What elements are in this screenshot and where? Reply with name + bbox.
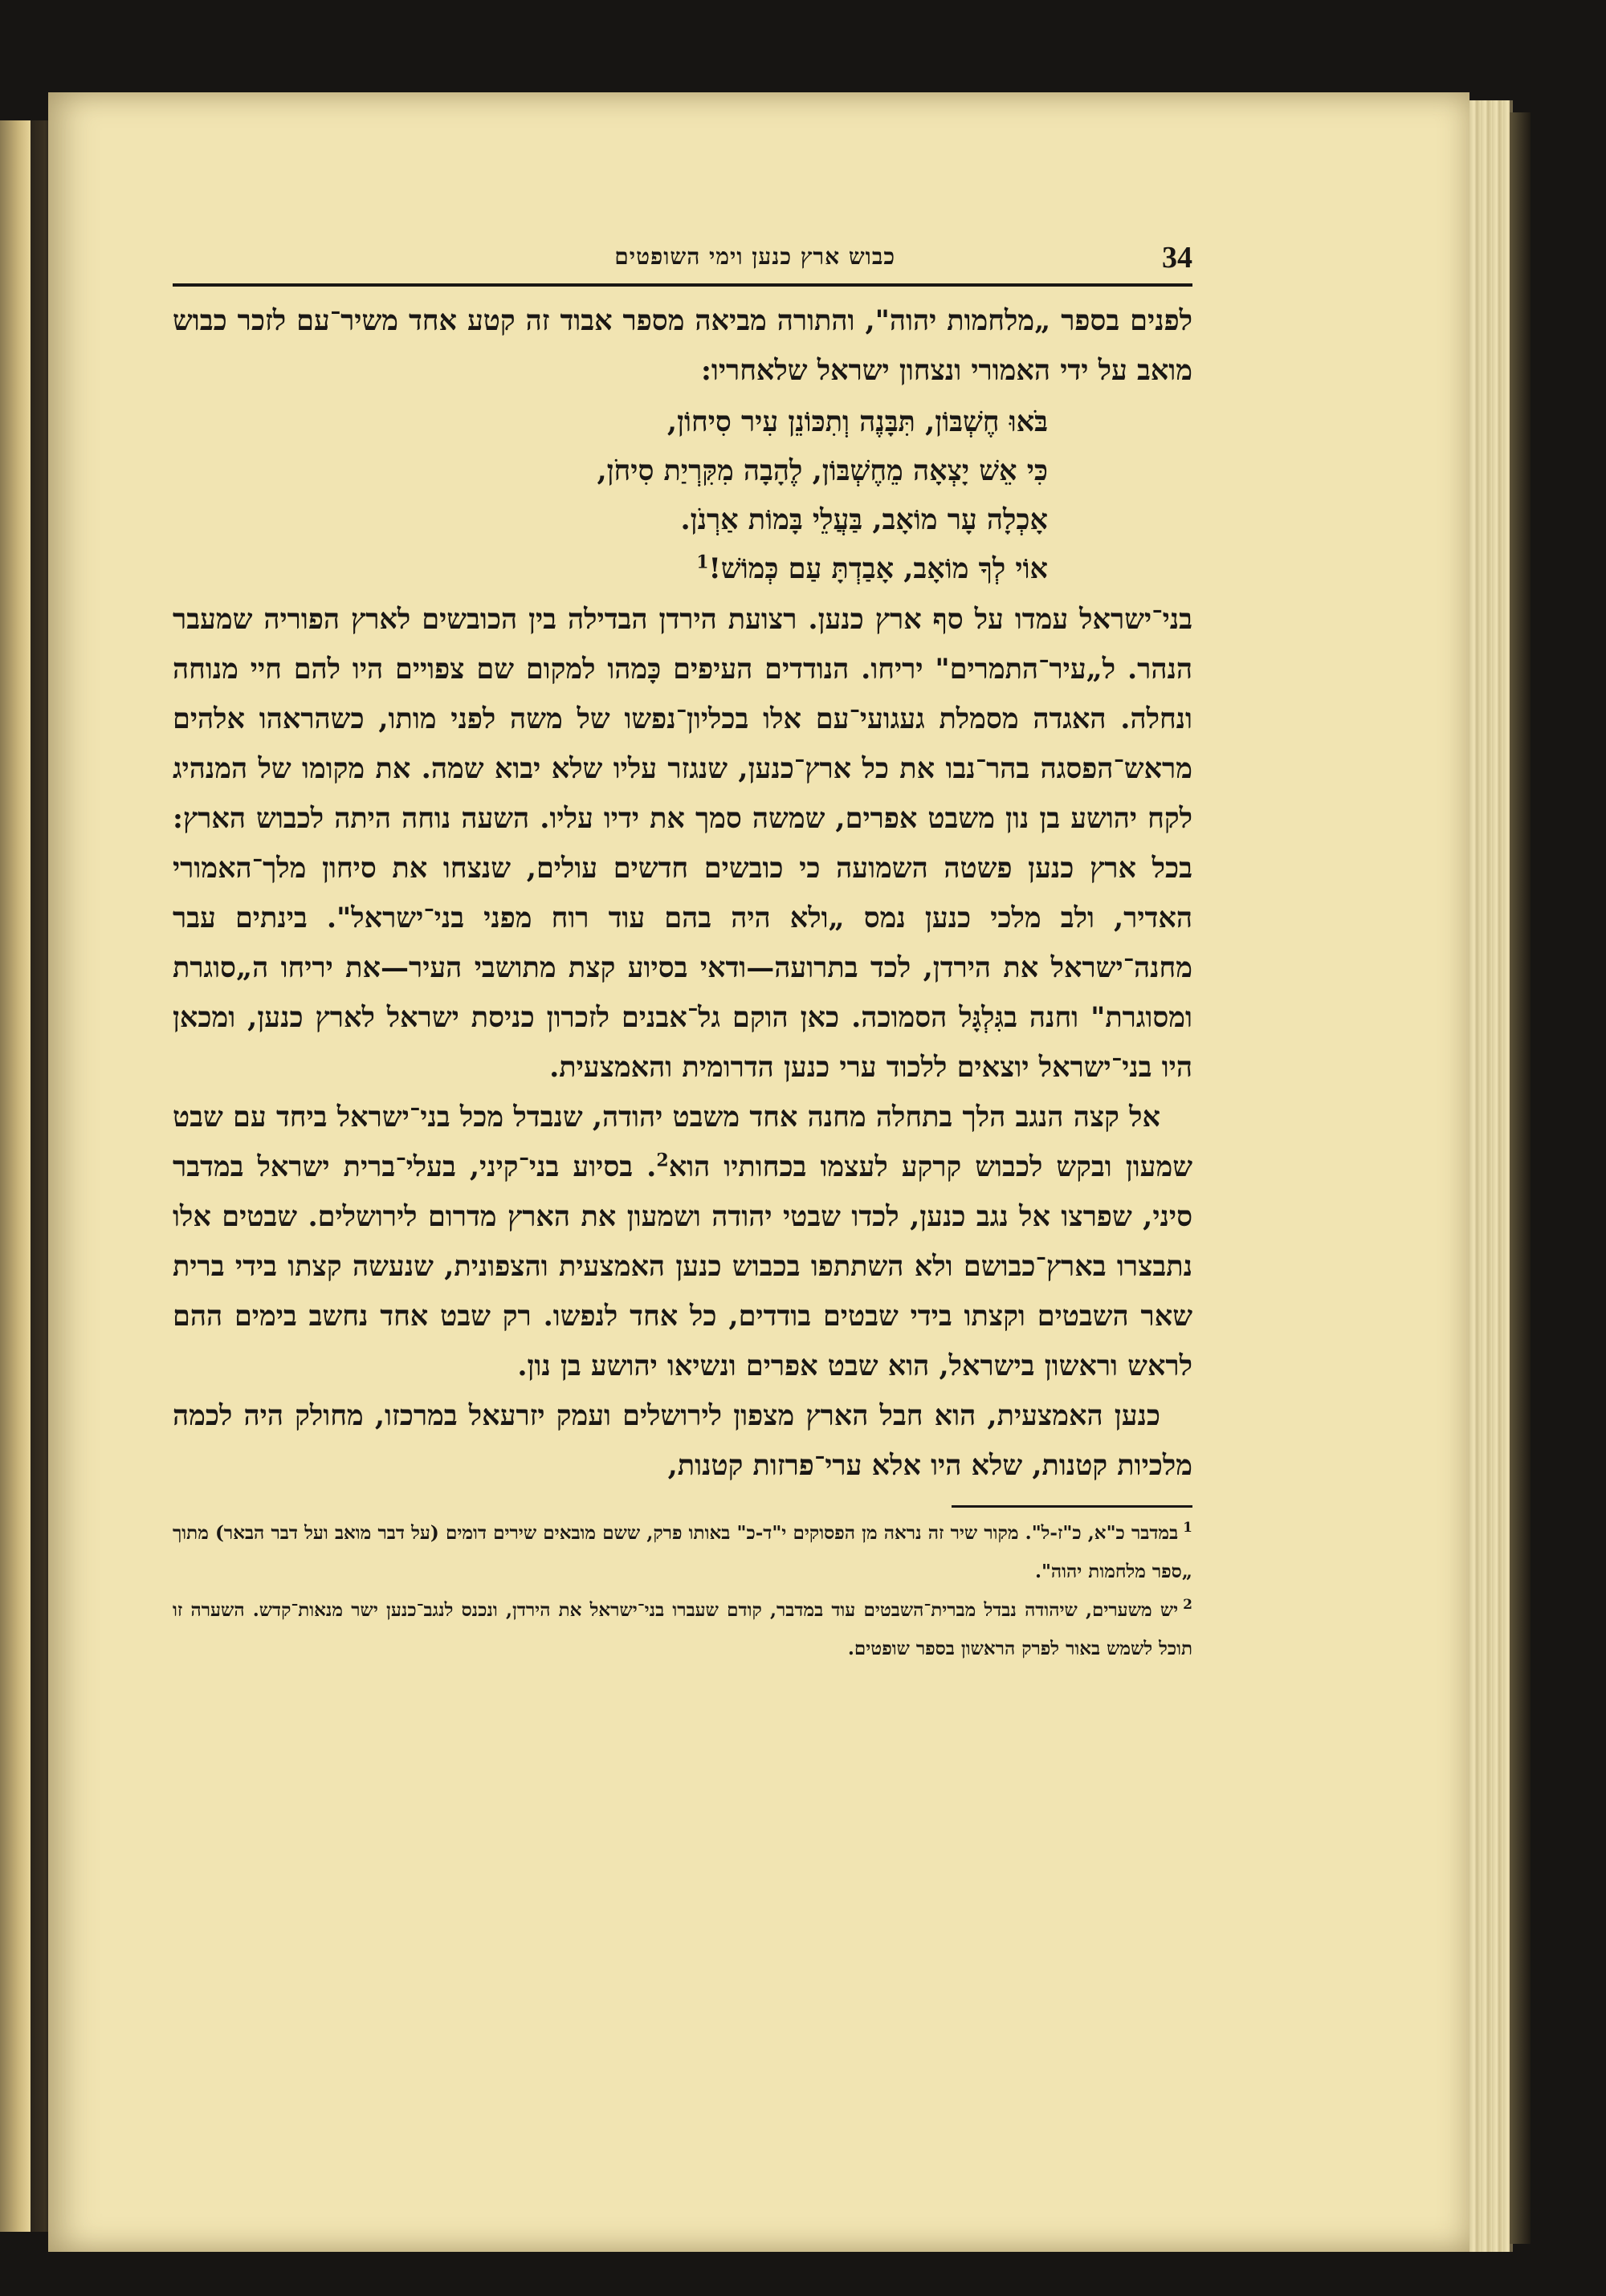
- page-content: [173, 221, 1192, 1947]
- header-rule: [173, 283, 1192, 287]
- poem-line-text: אוֹי לְךָ מוֹאָב, אָבַדְתָּ עַם כְּמוֹשׁ!: [708, 552, 1048, 585]
- facing-page-edge: [0, 120, 31, 2232]
- poem-block: [173, 397, 1192, 593]
- footnote-rule: [952, 1505, 1192, 1508]
- paragraph-main: בני־ישראל עמדו על סף ארץ כנען. רצועת הירדן הבדילה בין הכובשים לארץ הפוריה שמעבר הנהר. ל„עיר־התמרים" יריחו. הנודדים העיפים כָּמהו למקום שם צפויים היו להם חיי מנוחה ונחלה. האגדה מסמלת געגועי־עם אלו בכליון־נפשו של משה לפני מותו, כשהראהו אלהים מראש־הפסגה בהר־נבו את כל ארץ־כנען, שנגזר עליו שלא יבוא שמה. את מקומו של המנהיג לקח יהושע בן נון משבט אפרים, שמשה סמך את ידיו עליו. השעה נוחה היתה לכבוש הארץ: בכל ארץ כנען פשטה השמועה כי כובשים חדשים עולים, שנצחו את סיחון מלך־האמורי האדיר, ולב מלכי כנען נמס „ולא היה בהם עוד רוח מפני בני־ישראל". בינתים עבר מחנה־ישראל את הירדן, לכד בתרועה—ודאי בסיוע קצת מתושבי העיר—את יריחו ה„סוגרת ומסוגרת" וחנה בגִּלְגָּל הסמוכה. כאן הוקם גל־אבנים לזכרון כניסת ישראל לארץ כנען, ומכאן היו בני־ישראל יוצאים ללכוד ערי כנען הדרומית והאמצעית.: [173, 603, 1192, 1084]
- footnote-2: [173, 1591, 1192, 1668]
- poem-line: אָכְלָה עָר מוֹאָב, בַּעֲלֵי בָּמוֹת אַרְנֹן.: [680, 503, 1048, 536]
- footnote-text: במדבר כ"א, כ"ז-ל". מקור שיר זה נראה מן הפסוקים י"ד-כ" באותו פרק, ששם מובאים שירים דומים (על דבר מואב ועל דבר הבאר) מתוך „ספר מלחמות יהוה".: [173, 1522, 1192, 1582]
- page-number: 34: [1162, 241, 1192, 275]
- footnote-ref-2[interactable]: 2: [656, 1150, 669, 1171]
- running-header: [173, 221, 1192, 285]
- poem-line: בֹּאוּ חֶשְׁבּוֹן, תִּבָּנֶה וְתִכּוֹנֵן עִיר סִיחוֹן,: [666, 405, 1048, 438]
- footnote-text: יש משערים, שיהודה נבדל מברית־השבטים עוד במדבר, קודם שעברו בני־ישראל את הירדן, ונכנס לנגב־כנען ישר מנאות־קדש. השערה זו תוכל לשמש באור לפרק הראשון בספר שופטים.: [173, 1599, 1192, 1659]
- footnote-number: 2: [1183, 1597, 1192, 1614]
- cover-edge: [1510, 112, 1531, 2244]
- footnote-number: 1: [1183, 1520, 1192, 1537]
- footnote-ref-1[interactable]: 1: [696, 552, 709, 573]
- poem-line-last: [173, 544, 1048, 593]
- poem-line: כִּי אֵשׁ יָצְאָה מֵחֶשְׁבּוֹן, לֶהָבָה מִקִּרְיַת סִיחֹן,: [597, 454, 1048, 487]
- running-title: כבוש ארץ כנען וימי השופטים: [614, 243, 895, 270]
- paragraph-intro: לפנים בספר „מלחמות יהוה", והתורה מביאה מספר אבוד זה קטע אחד משיר־עם לזכר כבוש מואב על ידי האמורי ונצחון ישראל שלאחריו:: [173, 304, 1192, 387]
- footnote-1: [173, 1514, 1192, 1591]
- paragraph-judah-cont: בסיוע בני־קיני, בעלי־ברית ישראל במדבר סיני, שפרצו אל נגב כנען, לכדו שבטי יהודה ושמעון את הארץ מדרום לירושלים. שבטים אלו נתבצרו בארץ־כבושם ולא השתתפו בכבוש כנען האמצעית והצפונית, שנעשה קצתו בידי ברית שאר השבטים וקצתו בידי שבטים בודדים, כל אחד לנפשו. רק שבט אחד נחשב בימים ההם לראש וראשון בישראל, הוא שבט אפרים ונשיאו יהושע בן נון.: [173, 1150, 1192, 1382]
- paragraph-canaan: כנען האמצעית, הוא חבל הארץ מצפון לירושלים ועמק יזרעאל במרכזו, מחולק היה לכמה מלכיות קטנות, שלא היו אלא ערי־פרזות קטנות,: [173, 1399, 1192, 1482]
- paragraph-judah-text: אל קצה הנגב הלך בתחלה מחנה אחד משבט יהודה, שנבדל מכל בני־ישראל ביחד עם שבט שמעון ובקש לכבוש קרקע לעצמו בכחותיו הוא: [173, 1101, 1192, 1183]
- paragraph-judah: אל קצה הנגב הלך בתחלה מחנה אחד משבט יהודה, שנבדל מכל בני־ישראל ביחד עם שבט שמעון ובקש לכבוש קרקע לעצמו בכחותיו הוא$^2$. בסיוע בני־קיני, בעלי־ברית ישראל במדבר סיני, שפרצו אל נגב כנען, לכדו שבטי יהודה ושמעון את הארץ מדרום לירושלים. שבטים אלו נתבצרו בארץ־כבושם ולא השתתפו בכבוש כנען האמצעית והצפונית, שנעשה קצתו בידי ברית שאר השבטים וקצתו בידי שבטים בודדים, כל אחד לנפשו. רק שבט אחד נחשב בימים ההם לראש וראשון בישראל, הוא שבט אפרים ונשיאו יהושע בן נון.: [173, 1101, 1192, 1382]
